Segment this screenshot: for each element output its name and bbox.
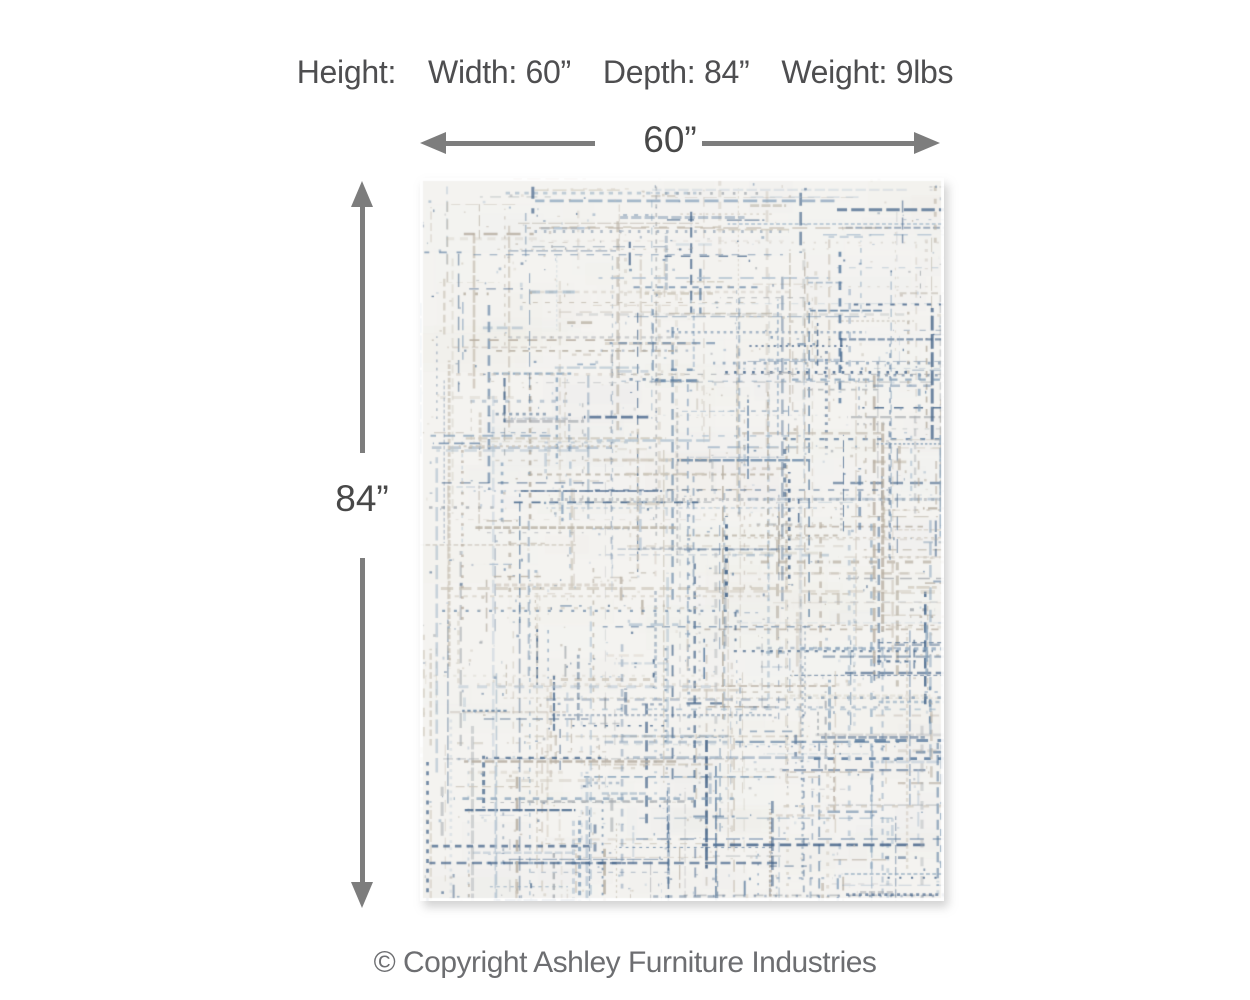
width-arrow-line-left — [444, 141, 595, 146]
spec-weight: Weight: 9lbs — [781, 54, 954, 90]
arrowhead-down-icon — [351, 882, 373, 908]
spec-height: Height: — [296, 54, 397, 90]
rug-image — [420, 178, 944, 901]
arrowhead-left-icon — [420, 132, 446, 154]
depth-arrow-line-bottom — [360, 558, 365, 884]
spec-width: Width: 60” — [428, 54, 571, 90]
depth-arrow-line-top — [360, 204, 365, 453]
depth-dimension-label: 84” — [335, 478, 389, 519]
spec-depth: Depth: 84” — [602, 54, 750, 90]
width-dimension-label: 60” — [643, 119, 697, 160]
copyright-text: © Copyright Ashley Furniture Industries — [373, 946, 877, 979]
width-arrow-line-right — [702, 141, 915, 146]
spec-line — [0, 54, 1250, 91]
arrowhead-right-icon — [914, 132, 940, 154]
